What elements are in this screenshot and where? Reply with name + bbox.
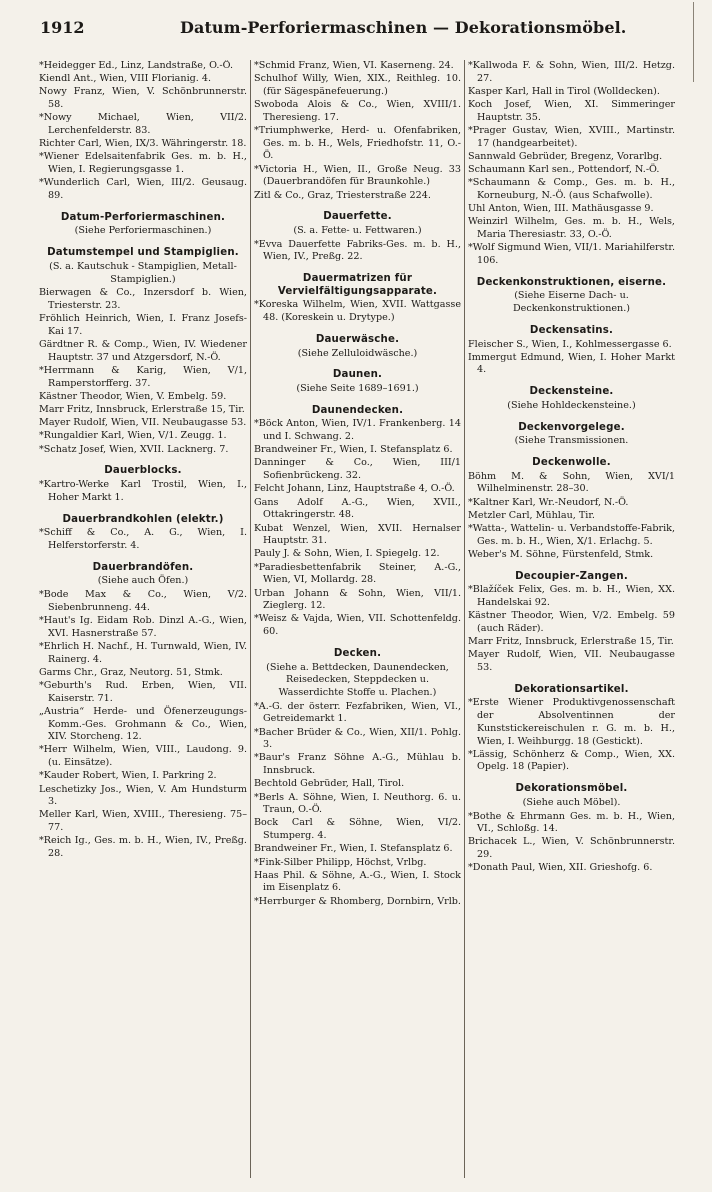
category-heading: Dekorationsmöbel.	[515, 783, 628, 795]
directory-entry: Kubat Wenzel, Wien, XVII. Hernalser Hauptstr. 31.	[254, 522, 461, 547]
directory-entry: *Herrburger & Rhomberg, Dornbirn, Vrlb.	[254, 895, 461, 907]
category-heading: Dauerbrandöfen.	[92, 561, 194, 573]
directory-entry: *Prager Gustav, Wien, XVIII., Martinstr. 17 (handgearbeitet).	[468, 125, 675, 149]
directory-entry: *Herr Wilhelm, Wien, VIII., Laudong. 9. (u. Einsätze).	[39, 744, 247, 769]
category-heading: Deckensteine.	[529, 386, 614, 398]
directory-entry: *Schatz Josef, Wien, XVII. Lacknerg. 7.	[39, 443, 229, 455]
directory-entry: Immergut Edmund, Wien, I. Hoher Markt 4.	[468, 351, 675, 376]
directory-entry: Danninger & Co., Wien, III/1 Sofienbrückeng. 32.	[254, 457, 461, 482]
directory-entry: *Baur's Franz Söhne A.-G., Mühlau b. Innsbruck.	[254, 752, 461, 777]
directory-entry: Pauly J. & Sohn, Wien, I. Spiegelg. 12.	[254, 548, 440, 560]
directory-entry: Mayer Rudolf, Wien, VII. Neubaugasse 53.	[39, 417, 247, 429]
directory-entry: *Kaltner Karl, Wr.-Neudorf, N.-Ö.	[468, 496, 629, 508]
directory-entry: Bechtold Gebrüder, Hall, Tirol.	[254, 778, 405, 790]
directory-entry: *Wolf Sigmund Wien, VII/1. Mariahilferstr. 106.	[468, 242, 675, 267]
category-heading: Datum-Perforiermaschinen.	[60, 211, 226, 223]
directory-entry: Marr Fritz, Innsbruck, Erlerstraße 15, Tir.	[468, 636, 674, 648]
directory-entry: Kästner Theodor, Wien, V. Embelg. 59.	[39, 390, 227, 402]
category-heading: Daunendecken.	[311, 404, 404, 416]
directory-entry: Meller Karl, Wien, XVIII., Theresieng. 75–77.	[39, 809, 247, 834]
page-title: Datum-Perforiermaschinen — Dekorationsmöbel.	[180, 18, 627, 37]
directory-entry: *Bothe & Ehrmann Ges. m. b. H., Wien, VI., Schloßg. 14.	[468, 810, 675, 835]
directory-columns	[36, 60, 684, 1178]
directory-entry: Weinzirl Wilhelm, Ges. m. b. H., Wels, Maria Theresiastr. 33, O.-Ö.	[468, 216, 675, 241]
directory-entry: Böhm M. & Sohn, Wien, XVI/1 Wilhelminenstr. 28–30.	[468, 470, 675, 495]
category-heading: Dauerbrandkohlen (elektr.)	[62, 513, 224, 525]
directory-entry: *Reich Ig., Ges. m. b. H., Wien, IV., Preßg. 28.	[39, 835, 247, 860]
directory-entry: *Wiener Edelsaitenfabrik Ges. m. b. H., Wien, I. Regierungsgasse 1.	[39, 151, 247, 176]
directory-entry: „Austria“ Herde- und Öfenerzeugungs-Komm.-Ges. Grohmann & Co., Wien, XIV. Storcheng. 12.	[39, 705, 247, 743]
directory-entry: Brandweiner Fr., Wien, I. Stefansplatz 6.	[254, 444, 453, 456]
directory-entry: Gans Adolf A.-G., Wien, XVII., Ottakringerstr. 48.	[254, 496, 461, 521]
directory-entry: *Wunderlich Carl, Wien, III/2. Geusaug. 89.	[39, 177, 247, 202]
directory-entry: Haas Phil. & Söhne, A.-G., Wien, I. Stock im Eisenplatz 6.	[254, 869, 461, 894]
directory-entry: Leschetizky Jos., Wien, V. Am Hundsturm 3.	[39, 783, 247, 808]
directory-entry: *Watta-, Wattelin- u. Verbandstoffe-Fabrik, Ges. m. b. H., Wien, X/1. Erlachg. 5.	[468, 523, 675, 547]
directory-entry: *Nowy Michael, Wien, VII/2. Lerchenfelderstr. 83.	[39, 112, 247, 137]
directory-entry: Zitl & Co., Graz, Triesterstraße 224.	[254, 189, 431, 201]
category-heading: Dauerfette.	[323, 211, 392, 223]
column-middle	[250, 60, 464, 1178]
margin-rule	[693, 2, 694, 82]
cross-reference-note: (Siehe a. Bettdecken, Daunendecken, Reisedecken, Steppdecken u. Wasserdichte Stoffe u. Plachen.)	[266, 661, 449, 698]
directory-entry: *Rungaldier Karl, Wien, V/1. Zeugg. 1.	[39, 430, 227, 442]
directory-entry: Bierwagen & Co., Inzersdorf b. Wien, Triesterstr. 23.	[39, 287, 247, 311]
directory-entry: *Triumphwerke, Herd- u. Ofenfabriken, Ges. m. b. H., Wels, Friedhofstr. 11, O.-Ö.	[254, 125, 461, 162]
column-left	[36, 60, 250, 1178]
category-heading: Dauermatrizen für Vervielfältigungsapparate.	[277, 273, 438, 297]
category-heading: Deckensatins.	[529, 324, 614, 336]
directory-entry: Kiendl Ant., Wien, VIII Florianig. 4.	[39, 73, 212, 85]
directory-entry: *Herrmann & Karig, Wien, V/1, Ramperstorfferg. 37.	[39, 364, 247, 389]
directory-entry: *A.-G. der österr. Fezfabriken, Wien, VI., Getreidemarkt 1.	[254, 700, 461, 725]
directory-entry: Weber's M. Söhne, Fürstenfeld, Stmk.	[468, 548, 654, 560]
cross-reference-note: (Siehe Eiserne Dach- u. Deckenkonstruktionen.)	[512, 290, 631, 315]
directory-entry: Felcht Johann, Linz, Hauptstraße 4, O.-Ö.	[254, 483, 455, 495]
directory-entry: *Weisz & Vajda, Wien, VII. Schottenfeldg. 60.	[254, 613, 461, 638]
directory-entry: Koch Josef, Wien, XI. Simmeringer Hauptstr. 35.	[468, 99, 675, 123]
category-heading: Dekorationsartikel.	[514, 683, 629, 695]
directory-entry: Kästner Theodor, Wien, V/2. Embelg. 59 (auch Räder).	[468, 610, 675, 634]
directory-entry: *Erste Wiener Produktivgenossenschaft der Absolventinnen der Kunststickereischulen r. G. m. b. H., Wien, I. Weihburgg. 18 (Gestickt).	[468, 697, 675, 747]
category-heading: Daunen.	[332, 369, 383, 381]
directory-entry: Nowy Franz, Wien, V. Schönbrunnerstr. 58.	[39, 86, 247, 111]
directory-entry: Brandweiner Fr., Wien, I. Stefansplatz 6.	[254, 843, 453, 855]
directory-entry: *Paradiesbettenfabrik Steiner, A.-G., Wien, VI, Mollardg. 28.	[254, 561, 461, 586]
directory-entry: Gärdtner R. & Comp., Wien, IV. Wiedener Hauptstr. 37 und Atzgersdorf, N.-Ö.	[39, 339, 247, 363]
directory-entry: Fleischer S., Wien, I., Kohlmessergasse 6.	[468, 338, 672, 350]
directory-entry: *Ehrlich H. Nachf., H. Turnwald, Wien, IV. Rainerg. 4.	[39, 640, 247, 665]
cross-reference-note: (S. a. Fette- u. Fettwaren.)	[293, 224, 422, 236]
directory-entry: Metzler Carl, Mühlau, Tir.	[468, 509, 595, 521]
directory-entry: *Böck Anton, Wien, IV/1. Frankenberg. 14 und I. Schwang. 2.	[254, 418, 461, 443]
cross-reference-note: (Siehe Seite 1689–1691.)	[296, 382, 419, 394]
cross-reference-note: (Siehe auch Möbel).	[522, 796, 621, 808]
category-heading: Deckenvorgelege.	[518, 421, 625, 433]
directory-entry: Fröhlich Heinrich, Wien, I. Franz Josefs-Kai 17.	[39, 313, 247, 337]
directory-entry: *Haut's Ig. Eidam Rob. Dinzl A.-G., Wien, XVI. Hasnerstraße 57.	[39, 614, 247, 639]
directory-entry: *Bode Max & Co., Wien, V/2. Siebenbrunneng. 44.	[39, 589, 247, 613]
directory-entry: *Schmid Franz, Wien, VI. Kaserneng. 24.	[254, 60, 454, 71]
directory-entry: *Berls A. Söhne, Wien, I. Neuthorg. 6. u. Traun, O.-Ö.	[254, 791, 461, 816]
directory-entry: *Fink-Silber Philipp, Höchst, Vrlbg.	[254, 856, 427, 868]
directory-entry: Bock Carl & Söhne, Wien, VI/2. Stumperg. 4.	[254, 817, 461, 842]
directory-entry: *Kallwoda F. & Sohn, Wien, III/2. Hetzg. 27.	[468, 60, 675, 84]
cross-reference-note: (Siehe Transmissionen.	[514, 435, 629, 447]
directory-entry: *Kartro-Werke Karl Trostil, Wien, I., Hoher Markt 1.	[39, 479, 247, 503]
directory-entry: *Koreska Wilhelm, Wien, XVII. Wattgasse 48. (Koreskein u. Drytype.)	[254, 299, 461, 324]
directory-entry: *Blažíček Felix, Ges. m. b. H., Wien, XX. Handelskai 92.	[468, 584, 675, 609]
cross-reference-note: (Siehe auch Öfen.)	[97, 575, 189, 587]
directory-entry: *Lässig, Schönherz & Comp., Wien, XX. Opelg. 18 (Papier).	[468, 748, 675, 773]
category-heading: Datumstempel und Stampiglien.	[47, 247, 239, 259]
directory-entry: Schaumann Karl sen., Pottendorf, N.-Ö.	[468, 164, 660, 176]
directory-entry: Kasper Karl, Hall in Tirol (Wolldecken).	[468, 85, 660, 97]
directory-entry: *Victoria H., Wien, II., Große Neug. 33 (Dauerbrandöfen für Braunkohle.)	[254, 163, 461, 188]
cross-reference-note: (Siehe Hohldeckensteine.)	[507, 399, 636, 411]
category-heading: Dauerblocks.	[104, 465, 182, 477]
directory-entry: *Donath Paul, Wien, XII. Grieshofg. 6.	[468, 862, 653, 874]
directory-entry: Brichacek L., Wien, V. Schönbrunnerstr. 29.	[468, 836, 675, 861]
directory-entry: *Kauder Robert, Wien, I. Parkring 2.	[39, 770, 217, 782]
directory-entry: Mayer Rudolf, Wien, VII. Neubaugasse 53.	[468, 649, 675, 674]
category-heading: Decken.	[333, 647, 382, 659]
page-number: 1912	[40, 18, 85, 37]
directory-entry: *Schiff & Co., A. G., Wien, I. Helferstorferstr. 4.	[39, 527, 247, 551]
page-header	[40, 18, 680, 44]
directory-entry: Sannwald Gebrüder, Bregenz, Vorarlbg.	[468, 150, 663, 162]
column-right	[464, 60, 678, 1178]
category-heading: Dauerwäsche.	[315, 333, 400, 345]
directory-entry: Urban Johann & Sohn, Wien, VII/1. Zieglerg. 12.	[254, 587, 461, 612]
cross-reference-note: (Siehe Perforiermaschinen.)	[74, 225, 212, 237]
directory-entry: Swoboda Alois & Co., Wien, XVIII/1. Theresieng. 17.	[254, 99, 461, 123]
directory-entry: Uhl Anton, Wien, III. Mathäusgasse 9.	[468, 203, 654, 215]
category-heading: Deckenkonstruktionen, eiserne.	[476, 276, 667, 288]
category-heading: Decoupier-Zangen.	[515, 570, 628, 582]
directory-entry: Garms Chr., Graz, Neutorg. 51, Stmk.	[39, 666, 223, 678]
directory-entry: Richter Carl, Wien, IX/3. Währingerstr. 18.	[39, 138, 247, 150]
directory-entry: Marr Fritz, Innsbruck, Erlerstraße 15, Tir.	[39, 404, 245, 416]
directory-entry: *Bacher Brüder & Co., Wien, XII/1. Pohlg. 3.	[254, 726, 461, 751]
cross-reference-note: (S. a. Kautschuk - Stampiglien, Metall-Stampiglien.)	[49, 260, 237, 285]
category-heading: Deckenwolle.	[532, 456, 611, 468]
directory-entry: Schulhof Willy, Wien, XIX., Reithleg. 10. (für Sägespänefeuerung.)	[254, 73, 461, 97]
directory-entry: *Heidegger Ed., Linz, Landstraße, O.-Ö.	[39, 60, 234, 71]
directory-entry: *Geburth's Rud. Erben, Wien, VII. Kaiserstr. 71.	[39, 679, 247, 704]
directory-entry: *Evva Dauerfette Fabriks-Ges. m. b. H., Wien, IV., Preßg. 22.	[254, 238, 461, 263]
cross-reference-note: (Siehe Zelluloidwäsche.)	[297, 347, 418, 359]
directory-entry: *Schaumann & Comp., Ges. m. b. H., Korneuburg, N.-Ö. (aus Schafwolle).	[468, 177, 675, 202]
